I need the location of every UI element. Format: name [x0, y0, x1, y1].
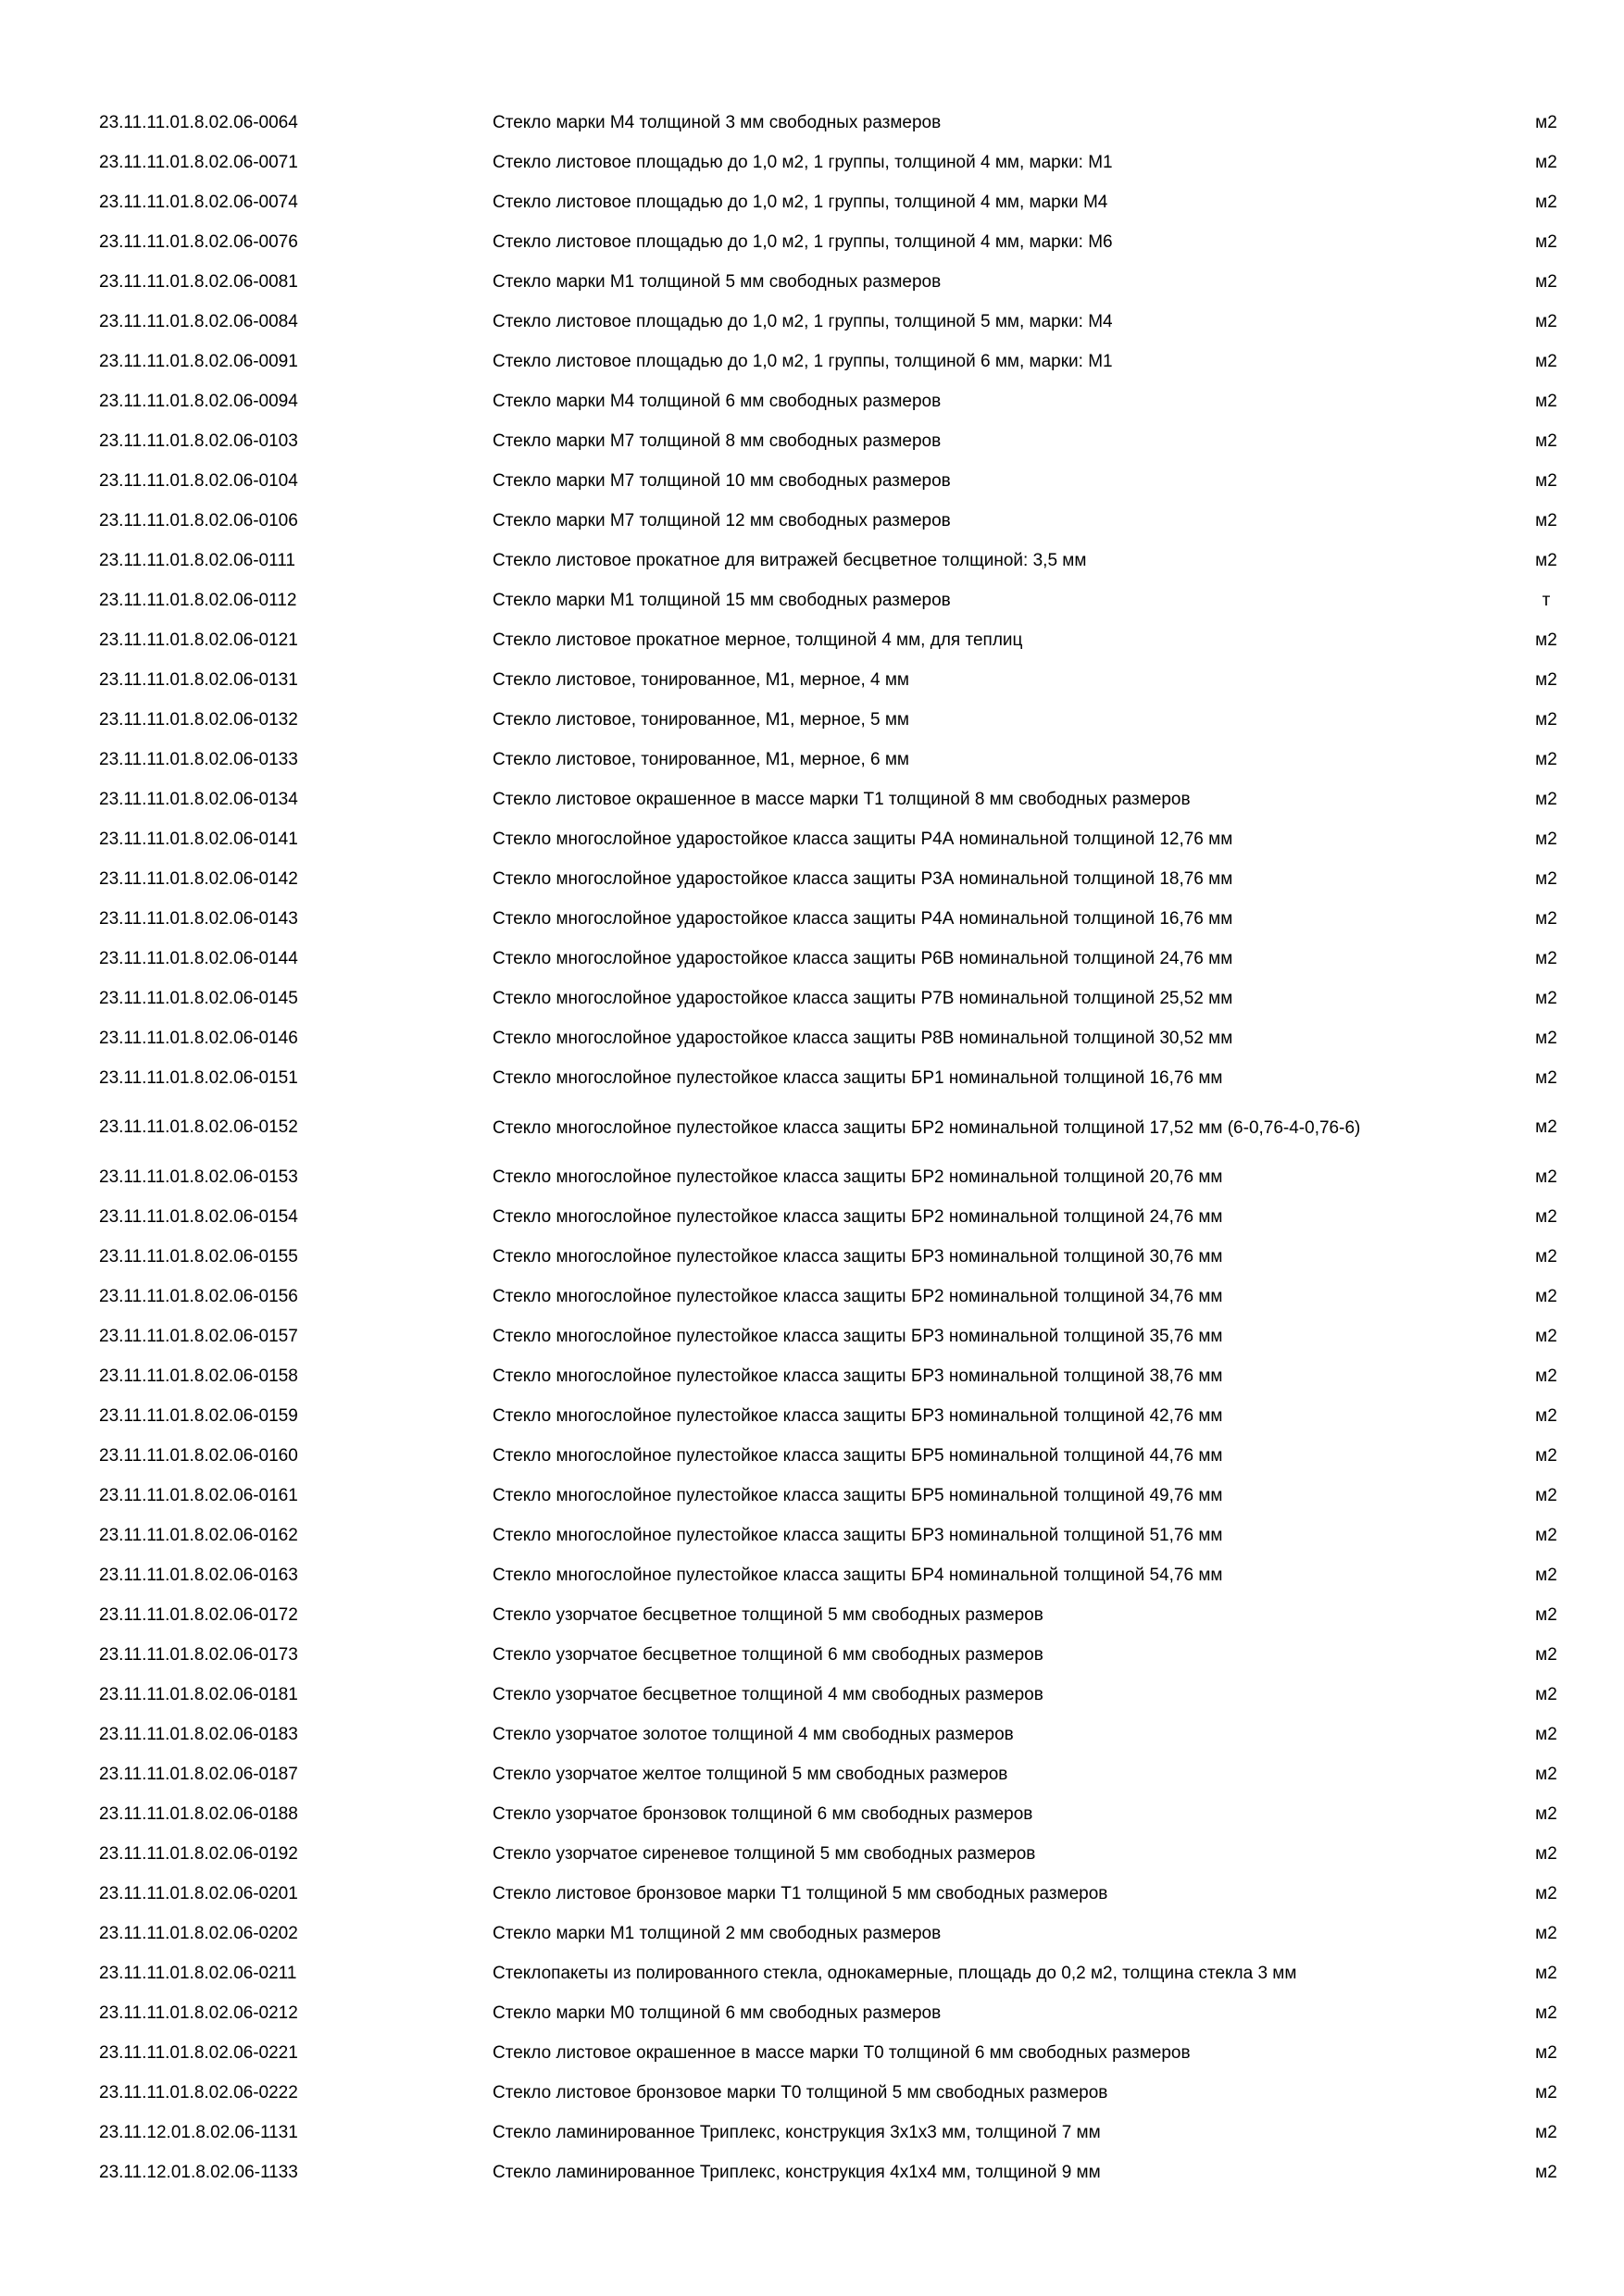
resource-name: Стекло марки М4 толщиной 3 мм свободных размеров: [493, 113, 942, 132]
resource-code: 23.11.11.01.8.02.06-0161: [99, 1485, 298, 1505]
table-row: [0, 381, 1624, 421]
resource-name: Стекло листовое, тонированное, М1, мерное, 5 мм: [493, 710, 909, 730]
resource-code: 23.11.11.01.8.02.06-0154: [99, 1206, 298, 1227]
resource-name: Стекло марки М7 толщиной 10 мм свободных размеров: [493, 471, 951, 491]
resource-name: Стекло листовое площадью до 1,0 м2, 1 группы, толщиной 6 мм, марки: М1: [493, 352, 1113, 371]
unit-of-measure: м2: [1535, 1246, 1557, 1267]
resource-name: Стекло многослойное пулестойкое класса защиты БР4 номинальной толщиной 54,76 мм: [493, 1566, 1223, 1585]
resource-code: 23.11.11.01.8.02.06-0134: [99, 789, 298, 809]
unit-of-measure: м2: [1535, 1764, 1557, 1784]
table-row: [0, 1157, 1624, 1197]
unit-of-measure: м2: [1535, 1028, 1557, 1048]
resource-name: Стеклопакеты из полированного стекла, однокамерные, площадь до 0,2 м2, толщина стекла 3 мм: [493, 1964, 1297, 1983]
unit-of-measure: м2: [1535, 630, 1557, 650]
resource-name: Стекло многослойное пулестойкое класса защиты БР5 номинальной толщиной 49,76 мм: [493, 1486, 1223, 1505]
resource-code: 23.11.11.01.8.02.06-0064: [99, 112, 298, 132]
table-row: [0, 1555, 1624, 1595]
resource-code: 23.11.11.01.8.02.06-0091: [99, 351, 298, 371]
unit-of-measure: м2: [1535, 1067, 1557, 1088]
table-row: [0, 2073, 1624, 2113]
resource-name: Стекло многослойное пулестойкое класса защиты БР2 номинальной толщиной 17,52 мм (6-0,76-4-0,76-6): [493, 1117, 1361, 1138]
resource-code: 23.11.11.01.8.02.06-0159: [99, 1405, 298, 1426]
resource-code: 23.11.11.01.8.02.06-0104: [99, 470, 298, 491]
resource-name: Стекло многослойное пулестойкое класса защиты БР3 номинальной толщиной 30,76 мм: [493, 1247, 1223, 1267]
resource-code: 23.11.11.01.8.02.06-0145: [99, 988, 298, 1008]
unit-of-measure: м2: [1535, 351, 1557, 371]
resource-name: Стекло листовое окрашенное в массе марки Т1 толщиной 8 мм свободных размеров: [493, 790, 1191, 809]
unit-of-measure: м2: [1535, 2082, 1557, 2103]
resource-code: 23.11.11.01.8.02.06-0132: [99, 709, 298, 730]
table-row: [0, 740, 1624, 780]
table-row: [0, 461, 1624, 501]
resource-name: Стекло листовое бронзовое марки Т1 толщиной 5 мм свободных размеров: [493, 1884, 1108, 1903]
resource-name: Стекло листовое площадью до 1,0 м2, 1 группы, толщиной 4 мм, марки: М6: [493, 232, 1113, 252]
table-row: [0, 1834, 1624, 1874]
resource-code: 23.11.11.01.8.02.06-0162: [99, 1525, 298, 1545]
resource-code: 23.11.11.01.8.02.06-0103: [99, 430, 298, 451]
unit-of-measure: м2: [1535, 1206, 1557, 1227]
resource-name: Стекло ламинированное Триплекс, конструкция 4х1х4 мм, толщиной 9 мм: [493, 2163, 1101, 2182]
resource-name: Стекло марки М7 толщиной 8 мм свободных размеров: [493, 431, 942, 451]
price-list-table: [0, 103, 1624, 2192]
resource-code: 23.11.11.01.8.02.06-0183: [99, 1724, 298, 1744]
unit-of-measure: м2: [1535, 2122, 1557, 2142]
resource-code: 23.11.11.01.8.02.06-0202: [99, 1923, 298, 1943]
unit-of-measure: м2: [1535, 988, 1557, 1008]
table-row: [0, 222, 1624, 262]
resource-code: 23.11.11.01.8.02.06-0111: [99, 550, 295, 570]
unit-of-measure: м2: [1535, 1803, 1557, 1824]
resource-code: 23.11.11.01.8.02.06-0081: [99, 271, 298, 292]
resource-name: Стекло многослойное ударостойкое класса защиты Р4А номинальной толщиной 12,76 мм: [493, 830, 1233, 849]
table-row: [0, 819, 1624, 859]
resource-code: 23.11.11.01.8.02.06-0153: [99, 1167, 298, 1187]
table-row: [0, 780, 1624, 819]
resource-code: 23.11.11.01.8.02.06-0094: [99, 391, 298, 411]
unit-of-measure: м2: [1535, 868, 1557, 889]
resource-name: Стекло узорчатое желтое толщиной 5 мм свободных размеров: [493, 1765, 1008, 1784]
resource-name: Стекло марки М1 толщиной 2 мм свободных размеров: [493, 1924, 942, 1943]
unit-of-measure: м2: [1535, 1117, 1557, 1137]
resource-code: 23.11.11.01.8.02.06-0071: [99, 152, 298, 172]
resource-name: Стекло листовое окрашенное в массе марки Т0 толщиной 6 мм свободных размеров: [493, 2043, 1191, 2063]
resource-code: 23.11.11.01.8.02.06-0158: [99, 1366, 298, 1386]
unit-of-measure: м2: [1535, 1565, 1557, 1585]
table-row: [0, 1874, 1624, 1914]
resource-name: Стекло узорчатое бесцветное толщиной 6 мм свободных размеров: [493, 1645, 1043, 1665]
resource-code: 23.11.11.01.8.02.06-0151: [99, 1067, 298, 1088]
unit-of-measure: м2: [1535, 430, 1557, 451]
unit-of-measure: м2: [1535, 231, 1557, 252]
unit-of-measure: м2: [1535, 2042, 1557, 2063]
unit-of-measure: м2: [1535, 709, 1557, 730]
unit-of-measure: м2: [1535, 1644, 1557, 1665]
unit-of-measure: м2: [1535, 669, 1557, 690]
table-row: [0, 541, 1624, 580]
resource-name: Стекло листовое прокатное мерное, толщиной 4 мм, для теплиц: [493, 630, 1023, 650]
resource-code: 23.11.11.01.8.02.06-0163: [99, 1565, 298, 1585]
resource-code: 23.11.11.01.8.02.06-0141: [99, 829, 298, 849]
table-row: [0, 1715, 1624, 1754]
resource-name: Стекло листовое площадью до 1,0 м2, 1 группы, толщиной 5 мм, марки: М4: [493, 312, 1113, 331]
resource-name: Стекло марки М0 толщиной 6 мм свободных размеров: [493, 2003, 942, 2023]
resource-code: 23.11.11.01.8.02.06-0173: [99, 1644, 298, 1665]
resource-name: Стекло многослойное пулестойкое класса защиты БР3 номинальной толщиной 38,76 мм: [493, 1366, 1223, 1386]
table-row: [0, 1356, 1624, 1396]
resource-code: 23.11.11.01.8.02.06-0156: [99, 1286, 298, 1306]
unit-of-measure: м2: [1535, 948, 1557, 968]
resource-name: Стекло многослойное ударостойкое класса защиты Р3А номинальной толщиной 18,76 мм: [493, 869, 1233, 889]
unit-of-measure: м2: [1535, 1286, 1557, 1306]
unit-of-measure: м2: [1535, 1963, 1557, 1983]
resource-code: 23.11.11.01.8.02.06-0121: [99, 630, 298, 650]
resource-code: 23.11.11.01.8.02.06-0181: [99, 1684, 298, 1704]
table-row: [0, 1675, 1624, 1715]
resource-name: Стекло узорчатое бесцветное толщиной 4 мм свободных размеров: [493, 1685, 1043, 1704]
resource-name: Стекло марки М1 толщиной 15 мм свободных размеров: [493, 591, 951, 610]
resource-code: 23.11.11.01.8.02.06-0133: [99, 749, 298, 769]
resource-code: 23.11.11.01.8.02.06-0152: [99, 1117, 298, 1137]
table-row: [0, 2152, 1624, 2192]
table-row: [0, 899, 1624, 939]
unit-of-measure: м2: [1535, 1923, 1557, 1943]
resource-code: 23.11.11.01.8.02.06-0155: [99, 1246, 298, 1267]
resource-code: 23.11.11.01.8.02.06-0187: [99, 1764, 298, 1784]
resource-name: Стекло листовое, тонированное, М1, мерное, 4 мм: [493, 670, 909, 690]
resource-code: 23.11.11.01.8.02.06-0211: [99, 1963, 297, 1983]
resource-code: 23.11.11.01.8.02.06-0084: [99, 311, 298, 331]
unit-of-measure: м2: [1535, 1485, 1557, 1505]
unit-of-measure: м2: [1535, 1883, 1557, 1903]
table-row: [0, 342, 1624, 381]
resource-code: 23.11.11.01.8.02.06-0106: [99, 510, 298, 530]
resource-name: Стекло многослойное ударостойкое класса защиты Р4А номинальной толщиной 16,76 мм: [493, 909, 1233, 929]
unit-of-measure: м2: [1535, 112, 1557, 132]
table-row: [0, 1993, 1624, 2033]
resource-code: 23.11.11.01.8.02.06-0142: [99, 868, 298, 889]
unit-of-measure: м2: [1535, 829, 1557, 849]
resource-name: Стекло листовое площадью до 1,0 м2, 1 группы, толщиной 4 мм, марки М4: [493, 193, 1108, 212]
table-row: [0, 1914, 1624, 1953]
table-row: [0, 580, 1624, 620]
unit-of-measure: м2: [1535, 1525, 1557, 1545]
resource-name: Стекло листовое площадью до 1,0 м2, 1 группы, толщиной 4 мм, марки: М1: [493, 153, 1113, 172]
resource-name: Стекло многослойное пулестойкое класса защиты БР3 номинальной толщиной 35,76 мм: [493, 1327, 1223, 1346]
table-row: [0, 1018, 1624, 1058]
resource-code: 23.11.11.01.8.02.06-0192: [99, 1843, 298, 1864]
unit-of-measure: м2: [1535, 1167, 1557, 1187]
table-row: [0, 1197, 1624, 1237]
unit-of-measure: т: [1542, 590, 1551, 610]
unit-of-measure: м2: [1535, 1724, 1557, 1744]
table-row: [0, 620, 1624, 660]
resource-code: 23.11.11.01.8.02.06-0222: [99, 2082, 298, 2103]
resource-code: 23.11.11.01.8.02.06-0074: [99, 192, 298, 212]
resource-name: Стекло листовое бронзовое марки Т0 толщиной 5 мм свободных размеров: [493, 2083, 1108, 2103]
table-row: [0, 182, 1624, 222]
resource-code: 23.11.11.01.8.02.06-0146: [99, 1028, 298, 1048]
table-row: [0, 1277, 1624, 1316]
table-row: [0, 421, 1624, 461]
table-row: [0, 302, 1624, 342]
unit-of-measure: м2: [1535, 2162, 1557, 2182]
table-row: [0, 1635, 1624, 1675]
unit-of-measure: м2: [1535, 311, 1557, 331]
resource-code: 23.11.12.01.8.02.06-1131: [99, 2122, 298, 2142]
resource-name: Стекло узорчатое бесцветное толщиной 5 мм свободных размеров: [493, 1605, 1043, 1625]
resource-name: Стекло ламинированное Триплекс, конструкция 3х1х3 мм, толщиной 7 мм: [493, 2123, 1101, 2142]
table-row: [0, 859, 1624, 899]
table-row: [0, 1754, 1624, 1794]
resource-code: 23.11.11.01.8.02.06-0188: [99, 1803, 298, 1824]
table-row: [0, 939, 1624, 979]
table-row: [0, 2033, 1624, 2073]
table-row: [0, 1098, 1624, 1157]
table-row: [0, 103, 1624, 143]
unit-of-measure: м2: [1535, 1684, 1557, 1704]
resource-code: 23.11.11.01.8.02.06-0076: [99, 231, 298, 252]
unit-of-measure: м2: [1535, 152, 1557, 172]
resource-code: 23.11.11.01.8.02.06-0172: [99, 1604, 298, 1625]
unit-of-measure: м2: [1535, 2003, 1557, 2023]
resource-name: Стекло узорчатое золотое толщиной 4 мм свободных размеров: [493, 1725, 1014, 1744]
resource-name: Стекло многослойное пулестойкое класса защиты БР1 номинальной толщиной 16,76 мм: [493, 1068, 1223, 1088]
table-row: [0, 1058, 1624, 1098]
unit-of-measure: м2: [1535, 1445, 1557, 1466]
table-row: [0, 1595, 1624, 1635]
resource-code: 23.11.11.01.8.02.06-0160: [99, 1445, 298, 1466]
table-row: [0, 2113, 1624, 2152]
resource-name: Стекло многослойное пулестойкое класса защиты БР2 номинальной толщиной 24,76 мм: [493, 1207, 1223, 1227]
resource-code: 23.11.11.01.8.02.06-0112: [99, 590, 297, 610]
unit-of-measure: м2: [1535, 192, 1557, 212]
table-row: [0, 660, 1624, 700]
resource-name: Стекло многослойное ударостойкое класса защиты Р8В номинальной толщиной 30,52 мм: [493, 1029, 1233, 1048]
unit-of-measure: м2: [1535, 470, 1557, 491]
resource-name: Стекло многослойное пулестойкое класса защиты БР3 номинальной толщиной 42,76 мм: [493, 1406, 1223, 1426]
resource-code: 23.11.11.01.8.02.06-0221: [99, 2042, 298, 2063]
resource-code: 23.11.11.01.8.02.06-0131: [99, 669, 298, 690]
table-row: [0, 1396, 1624, 1436]
resource-name: Стекло листовое прокатное для витражей бесцветное толщиной: 3,5 мм: [493, 551, 1087, 570]
unit-of-measure: м2: [1535, 1326, 1557, 1346]
unit-of-measure: м2: [1535, 391, 1557, 411]
resource-code: 23.11.11.01.8.02.06-0157: [99, 1326, 298, 1346]
resource-code: 23.11.11.01.8.02.06-0143: [99, 908, 298, 929]
unit-of-measure: м2: [1535, 271, 1557, 292]
table-row: [0, 1953, 1624, 1993]
resource-code: 23.11.11.01.8.02.06-0201: [99, 1883, 298, 1903]
unit-of-measure: м2: [1535, 908, 1557, 929]
table-row: [0, 1476, 1624, 1516]
resource-code: 23.11.11.01.8.02.06-0144: [99, 948, 298, 968]
table-row: [0, 1436, 1624, 1476]
resource-name: Стекло многослойное пулестойкое класса защиты БР2 номинальной толщиной 34,76 мм: [493, 1287, 1223, 1306]
table-row: [0, 1237, 1624, 1277]
unit-of-measure: м2: [1535, 789, 1557, 809]
unit-of-measure: м2: [1535, 1366, 1557, 1386]
table-row: [0, 262, 1624, 302]
table-row: [0, 143, 1624, 182]
table-row: [0, 1794, 1624, 1834]
resource-name: Стекло марки М7 толщиной 12 мм свободных размеров: [493, 511, 951, 530]
unit-of-measure: м2: [1535, 749, 1557, 769]
resource-name: Стекло многослойное пулестойкое класса защиты БР5 номинальной толщиной 44,76 мм: [493, 1446, 1223, 1466]
unit-of-measure: м2: [1535, 1604, 1557, 1625]
unit-of-measure: м2: [1535, 550, 1557, 570]
resource-name: Стекло листовое, тонированное, М1, мерное, 6 мм: [493, 750, 909, 769]
resource-name: Стекло марки М1 толщиной 5 мм свободных размеров: [493, 272, 942, 292]
table-row: [0, 501, 1624, 541]
resource-name: Стекло многослойное ударостойкое класса защиты Р7В номинальной толщиной 25,52 мм: [493, 989, 1233, 1008]
resource-name: Стекло марки М4 толщиной 6 мм свободных размеров: [493, 392, 942, 411]
table-row: [0, 979, 1624, 1018]
resource-name: Стекло узорчатое сиреневое толщиной 5 мм свободных размеров: [493, 1844, 1036, 1864]
unit-of-measure: м2: [1535, 1405, 1557, 1426]
resource-name: Стекло многослойное пулестойкое класса защиты БР3 номинальной толщиной 51,76 мм: [493, 1526, 1223, 1545]
unit-of-measure: м2: [1535, 1843, 1557, 1864]
table-row: [0, 700, 1624, 740]
resource-name: Стекло многослойное пулестойкое класса защиты БР2 номинальной толщиной 20,76 мм: [493, 1167, 1223, 1187]
resource-code: 23.11.11.01.8.02.06-0212: [99, 2003, 298, 2023]
table-row: [0, 1316, 1624, 1356]
resource-name: Стекло многослойное ударостойкое класса защиты Р6В номинальной толщиной 24,76 мм: [493, 949, 1233, 968]
resource-code: 23.11.12.01.8.02.06-1133: [99, 2162, 298, 2182]
unit-of-measure: м2: [1535, 510, 1557, 530]
table-row: [0, 1516, 1624, 1555]
resource-name: Стекло узорчатое бронзовок толщиной 6 мм свободных размеров: [493, 1804, 1033, 1824]
